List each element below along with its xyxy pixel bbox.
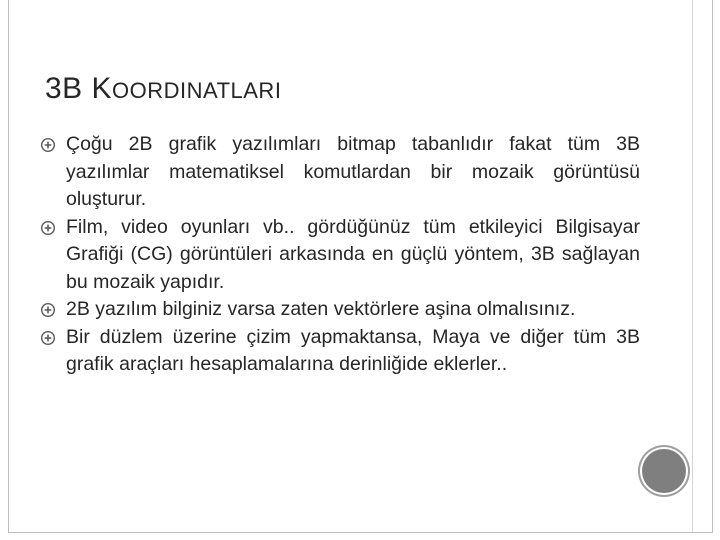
frame-accent-line [692, 0, 693, 532]
list-item [40, 214, 640, 297]
circle-decoration [642, 449, 686, 493]
list-item [40, 324, 640, 379]
bullet-text: 2B yazılım bilginiz varsa zaten vektörlere aşina olmalısınız. [66, 298, 576, 320]
bullet-text: Çoğu 2B grafik yazılımları bitmap tabanlıdır fakat tüm 3B yazılımlar matematiksel komutlardan bir mozaik görüntüsü oluşturur. [66, 133, 640, 210]
plus-circle-icon [40, 302, 56, 318]
plus-circle-icon [40, 137, 56, 153]
slide-title [45, 72, 281, 106]
list-item [40, 131, 640, 214]
plus-circle-icon [40, 330, 56, 346]
plus-circle-icon [40, 220, 56, 236]
bullet-text: Bir düzlem üzerine çizim yapmaktansa, Maya ve diğer tüm 3B grafik araçları hesaplamalarına derinliğide eklerler.. [66, 325, 640, 375]
bullet-text: Film, video oyunları vb.. gördüğünüz tüm etkileyici Bilgisayar Grafiği (CG) görüntüleri arkasında en güçlü yöntem, 3B sağlayan bu mozaik yapıdır. [66, 215, 640, 293]
slide-title-rest: OORDINATLARI [112, 78, 282, 103]
list-item [40, 296, 640, 324]
bullet-list [40, 131, 640, 379]
slide-title-first: 3B K [45, 72, 113, 105]
